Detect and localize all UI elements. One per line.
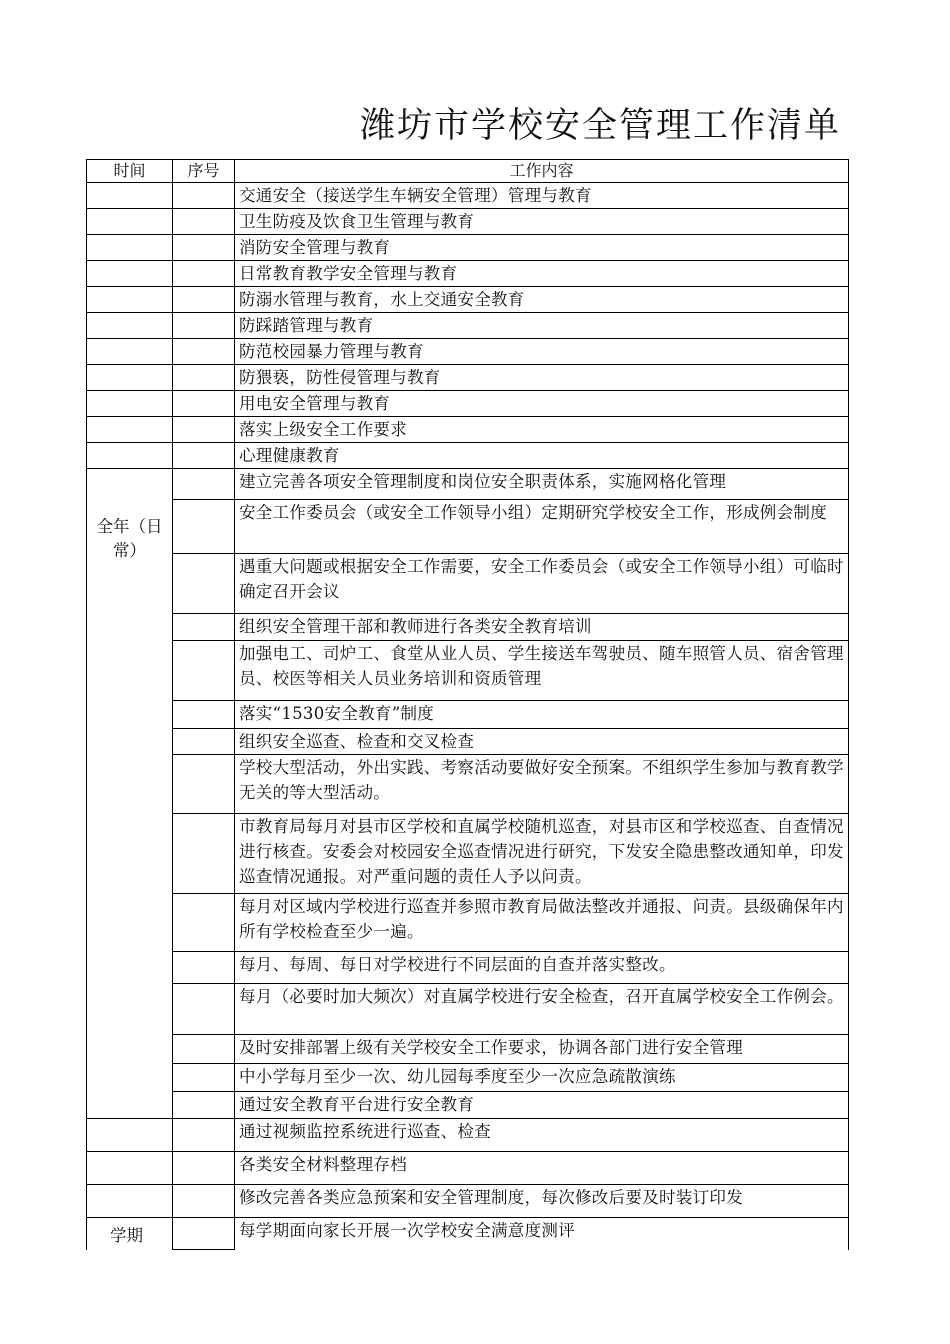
seq-cell <box>173 641 235 701</box>
table-row <box>87 614 849 641</box>
table-row <box>87 641 849 701</box>
content-cell: 卫生防疫及饮食卫生管理与教育 <box>235 209 849 235</box>
table-row <box>87 443 849 469</box>
seq-cell <box>173 287 235 313</box>
seq-cell <box>173 313 235 339</box>
table-row <box>87 1119 849 1152</box>
seq-cell <box>173 365 235 391</box>
seq-cell <box>173 984 235 1035</box>
time-cell <box>87 1152 173 1185</box>
work-list-table-wrapper <box>86 159 848 1250</box>
table-row <box>87 235 849 261</box>
seq-cell <box>173 1119 235 1152</box>
table-row <box>87 339 849 365</box>
seq-cell <box>173 894 235 952</box>
table-row <box>87 755 849 814</box>
time-cell <box>87 391 173 417</box>
content-cell: 每学期面向家长开展一次学校安全满意度测评 <box>235 1218 849 1250</box>
content-cell: 每月（必要时加大频次）对直属学校进行安全检查，召开直属学校安全工作例会。 <box>235 984 849 1035</box>
time-cell <box>87 365 173 391</box>
content-cell: 心理健康教育 <box>235 443 849 469</box>
time-cell <box>87 183 173 209</box>
table-row <box>87 701 849 729</box>
table-row <box>87 500 849 554</box>
content-cell: 防范校园暴力管理与教育 <box>235 339 849 365</box>
time-cell <box>87 287 173 313</box>
time-label-yearly: 全年（日常） <box>96 516 163 560</box>
header-content: 工作内容 <box>235 160 849 183</box>
table-row <box>87 209 849 235</box>
table-row <box>87 984 849 1035</box>
time-cell <box>87 261 173 287</box>
seq-cell <box>173 1152 235 1185</box>
time-cell <box>87 1119 173 1152</box>
seq-cell <box>173 701 235 729</box>
content-cell: 日常教育教学安全管理与教育 <box>235 261 849 287</box>
header-row <box>87 160 849 183</box>
content-cell: 落实上级安全工作要求 <box>235 417 849 443</box>
table-row <box>87 391 849 417</box>
table-row <box>87 183 849 209</box>
seq-cell <box>173 1064 235 1092</box>
table-row <box>87 814 849 894</box>
time-cell <box>87 235 173 261</box>
content-cell: 组织安全巡查、检查和交叉检查 <box>235 729 849 755</box>
seq-cell <box>173 1092 235 1119</box>
table-row <box>87 1092 849 1119</box>
table-row <box>87 313 849 339</box>
time-cell <box>87 443 173 469</box>
content-cell: 修改完善各类应急预案和安全管理制度，每次修改后要及时装订印发 <box>235 1185 849 1218</box>
table-row <box>87 1064 849 1092</box>
content-cell: 市教育局每月对县市区学校和直属学校随机巡查，对县市区和学校巡查、自查情况进行核查。安委会对校园安全巡查情况进行研究，下发安全隐患整改通知单，印发巡查情况通报。对严重问题的责任人予以问责。 <box>235 814 849 894</box>
content-cell: 每月对区域内学校进行巡查并参照市教育局做法整改并通报、问责。县级确保年内所有学校检查至少一遍。 <box>235 894 849 952</box>
table-row <box>87 1035 849 1064</box>
table-row <box>87 261 849 287</box>
seq-cell <box>173 729 235 755</box>
seq-cell <box>173 235 235 261</box>
seq-cell <box>173 1035 235 1064</box>
time-cell <box>87 209 173 235</box>
content-cell: 防踩踏管理与教育 <box>235 313 849 339</box>
seq-cell <box>173 814 235 894</box>
seq-cell <box>173 469 235 500</box>
table-row <box>87 729 849 755</box>
time-cell-merged <box>87 469 173 1119</box>
seq-cell <box>173 500 235 554</box>
header-seq: 序号 <box>173 160 235 183</box>
time-cell <box>87 417 173 443</box>
content-cell: 遇重大问题或根据安全工作需要，安全工作委员会（或安全工作领导小组）可临时确定召开会议 <box>235 554 849 614</box>
seq-cell <box>173 391 235 417</box>
content-cell: 通过安全教育平台进行安全教育 <box>235 1092 849 1119</box>
content-cell: 每月、每周、每日对学校进行不同层面的自查并落实整改。 <box>235 952 849 984</box>
seq-cell <box>173 443 235 469</box>
seq-cell <box>173 261 235 287</box>
table-row <box>87 554 849 614</box>
time-label-semester: 学期 <box>110 1226 143 1245</box>
content-cell: 用电安全管理与教育 <box>235 391 849 417</box>
content-cell: 建立完善各项安全管理制度和岗位安全职责体系，实施网格化管理 <box>235 469 849 500</box>
table-row <box>87 1152 849 1185</box>
table-row <box>87 1218 849 1250</box>
content-cell: 各类安全材料整理存档 <box>235 1152 849 1185</box>
time-cell <box>87 339 173 365</box>
table-row <box>87 1185 849 1218</box>
content-cell: 防溺水管理与教育，水上交通安全教育 <box>235 287 849 313</box>
content-cell: 学校大型活动，外出实践、考察活动要做好安全预案。不组织学生参加与教育教学无关的等大型活动。 <box>235 755 849 814</box>
sheet-title: 潍坊市学校安全管理工作清单 <box>360 106 842 146</box>
content-cell: 安全工作委员会（或安全工作领导小组）定期研究学校安全工作，形成例会制度 <box>235 500 849 554</box>
table-row <box>87 287 849 313</box>
content-cell: 通过视频监控系统进行巡查、检查 <box>235 1119 849 1152</box>
content-cell: 落实“1530安全教育”制度 <box>235 701 849 729</box>
work-list-table <box>86 159 849 1250</box>
table-row <box>87 365 849 391</box>
content-cell: 加强电工、司炉工、食堂从业人员、学生接送车驾驶员、随车照管人员、宿舍管理员、校医等相关人员业务培训和资质管理 <box>235 641 849 701</box>
time-cell <box>87 1185 173 1218</box>
seq-cell <box>173 1218 235 1250</box>
seq-cell <box>173 339 235 365</box>
seq-cell <box>173 417 235 443</box>
table-row <box>87 469 849 500</box>
table-row <box>87 894 849 952</box>
content-cell: 消防安全管理与教育 <box>235 235 849 261</box>
content-cell: 及时安排部署上级有关学校安全工作要求，协调各部门进行安全管理 <box>235 1035 849 1064</box>
content-cell: 防猥亵，防性侵管理与教育 <box>235 365 849 391</box>
seq-cell <box>173 554 235 614</box>
content-cell: 中小学每月至少一次、幼儿园每季度至少一次应急疏散演练 <box>235 1064 849 1092</box>
table-row <box>87 952 849 984</box>
seq-cell <box>173 183 235 209</box>
seq-cell <box>173 952 235 984</box>
table-row <box>87 417 849 443</box>
time-cell <box>87 313 173 339</box>
seq-cell <box>173 1185 235 1218</box>
content-cell: 交通安全（接送学生车辆安全管理）管理与教育 <box>235 183 849 209</box>
seq-cell <box>173 614 235 641</box>
seq-cell <box>173 209 235 235</box>
content-cell: 组织安全管理干部和教师进行各类安全教育培训 <box>235 614 849 641</box>
seq-cell <box>173 755 235 814</box>
header-time: 时间 <box>87 160 173 183</box>
